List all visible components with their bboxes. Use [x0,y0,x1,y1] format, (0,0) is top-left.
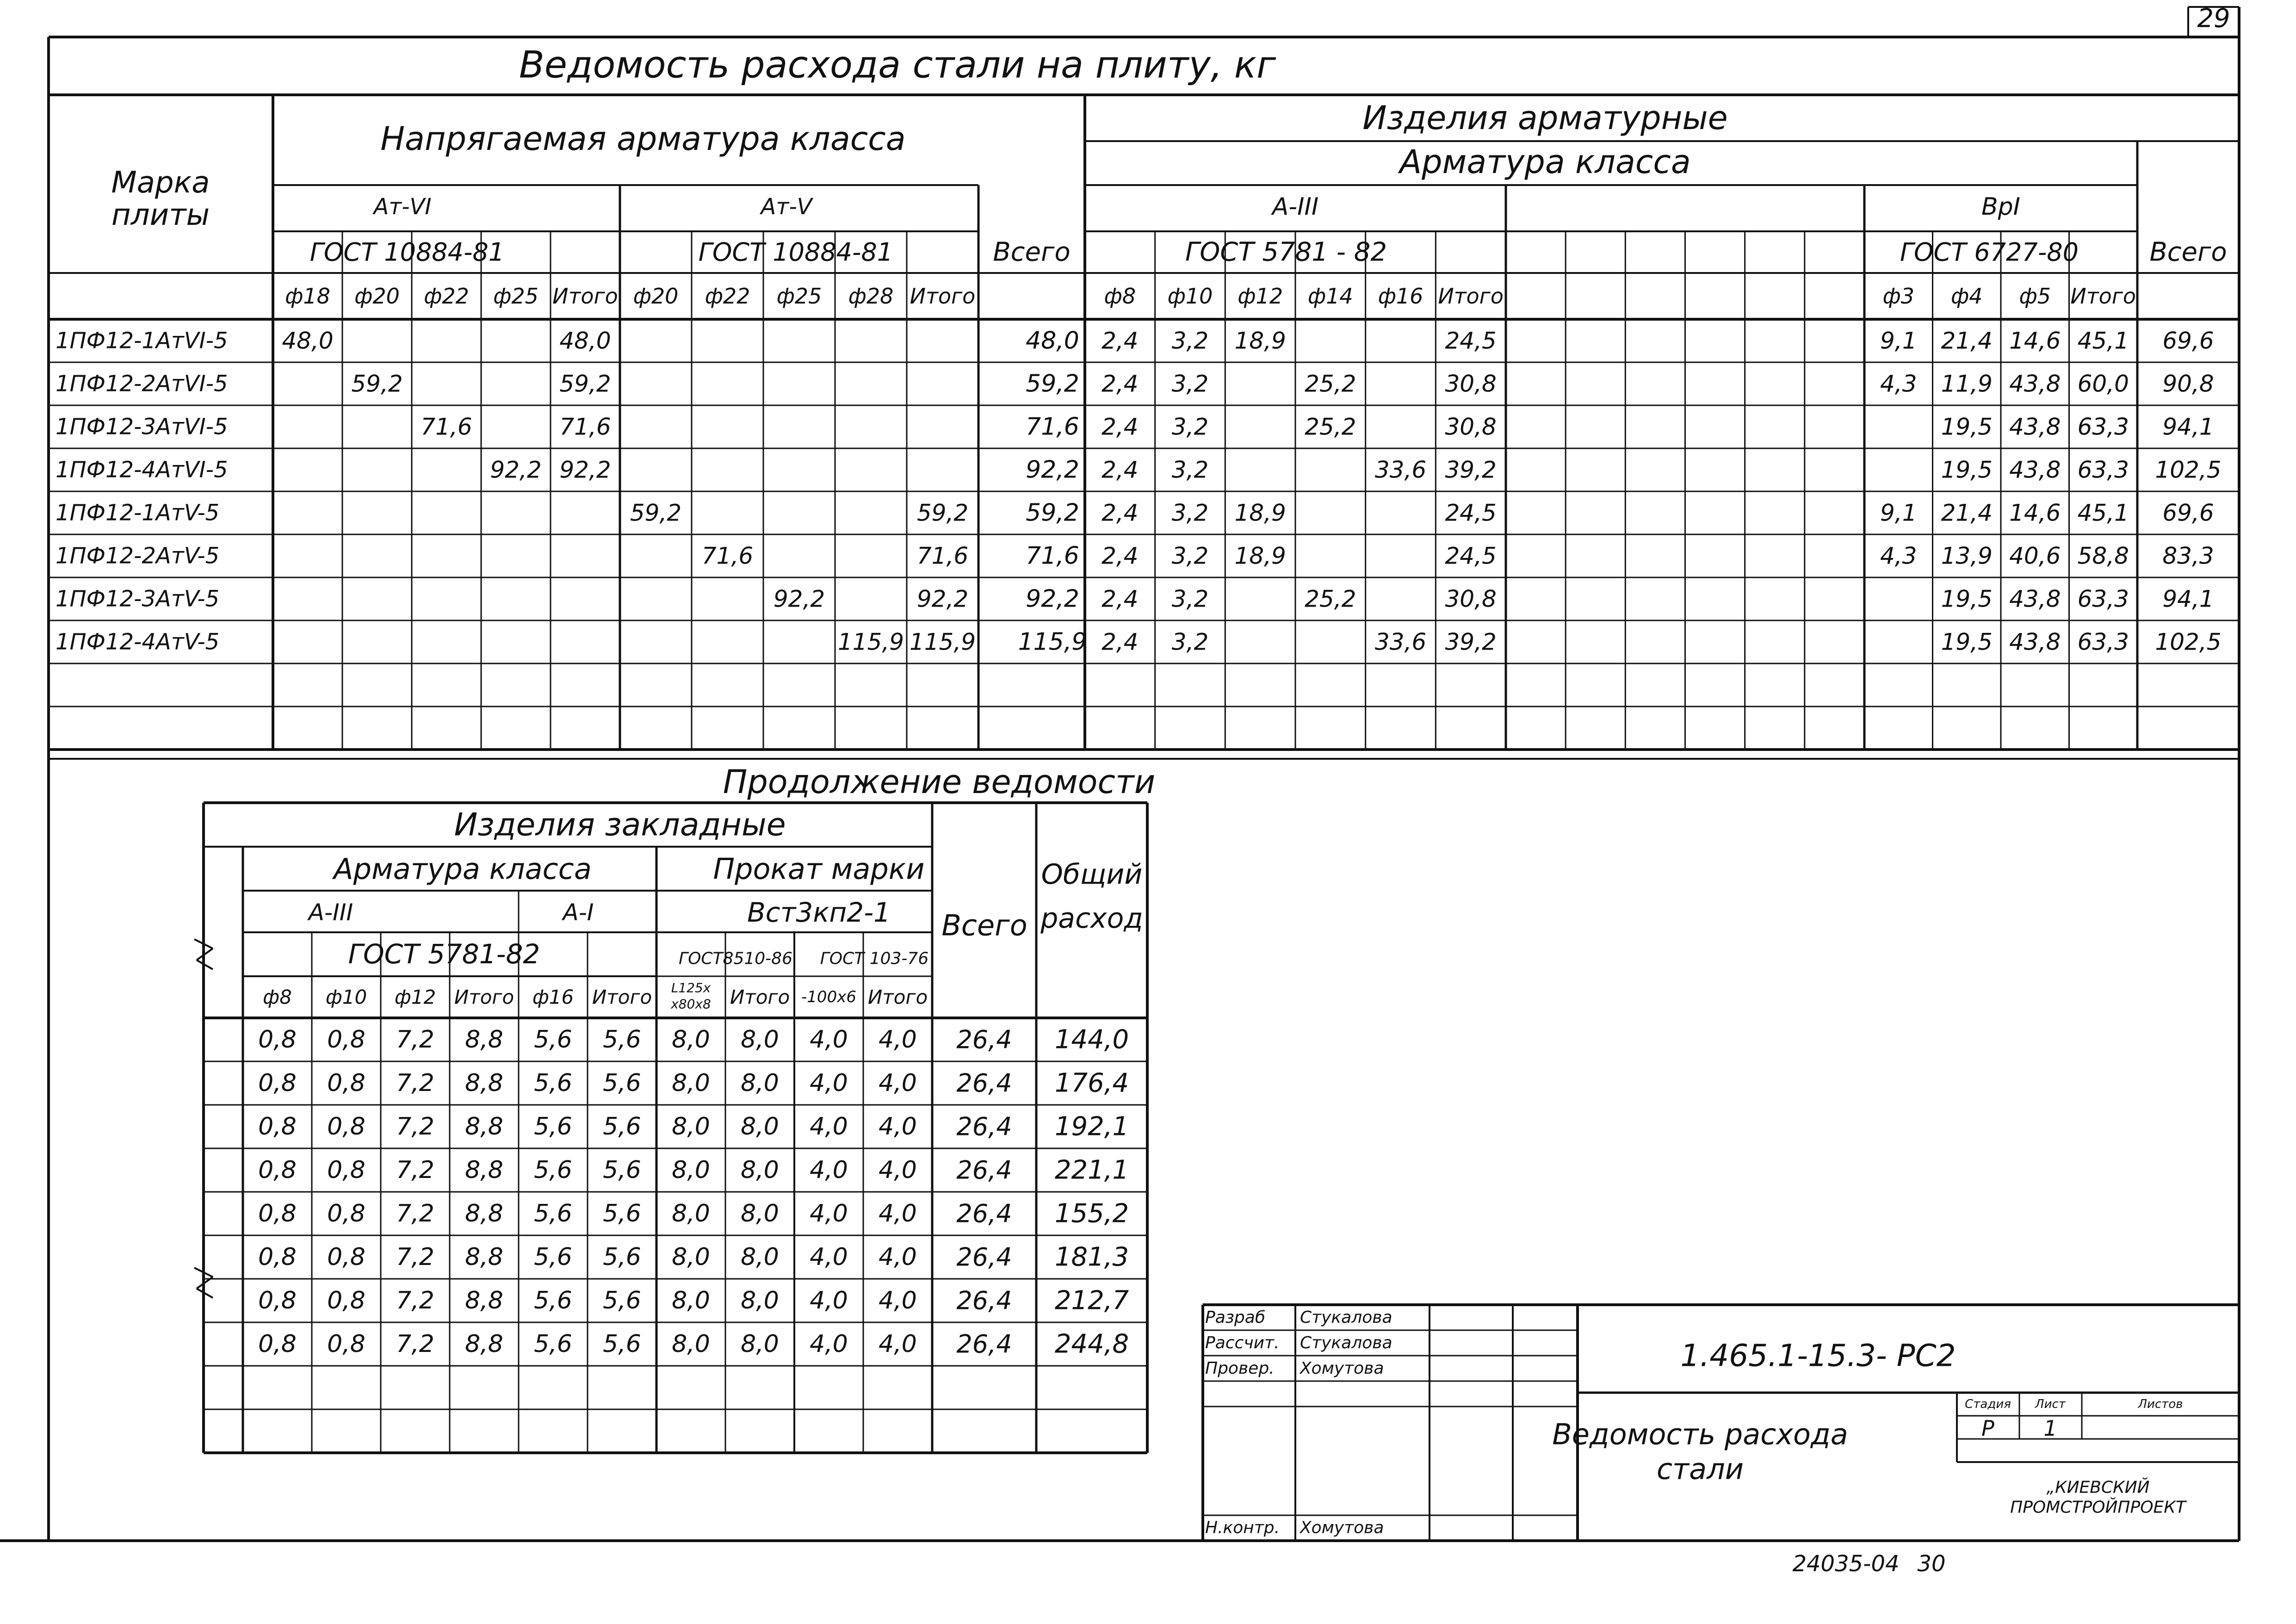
total-cell: 26,4 [956,1112,1012,1141]
role-label: Разраб [1205,1308,1266,1327]
value-cell: 0,8 [327,1330,365,1358]
value-cell: 2,4 [1102,413,1139,440]
value-cell: 63,3 [2077,585,2129,613]
value-cell: 8,0 [672,1156,710,1184]
value-cell: 5,6 [603,1026,641,1054]
value-cell: 5,6 [534,1287,572,1314]
value-cell: 9,1 [1880,327,1917,354]
value-cell: 3,2 [1171,585,1209,613]
value-cell: 0,8 [258,1113,297,1141]
total-cell: 71,6 [1026,542,1079,570]
value-cell: 7,2 [396,1156,434,1184]
diam-header: ф16 [1378,284,1423,309]
total-cell: 59,2 [1026,499,1079,527]
angle-size: L125x [671,980,711,996]
archive-sheet: 30 [1917,1551,1946,1577]
sheet-number: 29 [2197,3,2230,34]
value-cell: 71,6 [916,542,969,570]
value-cell: 5,6 [603,1156,641,1184]
value-cell: 11,9 [1941,370,1993,397]
value-cell: 5,6 [603,1069,641,1097]
value-cell: 0,8 [327,1200,365,1227]
value-cell: 2,4 [1102,499,1139,527]
value-cell: 0,8 [327,1287,365,1314]
value-cell: 43,8 [2009,413,2061,440]
col-header: Итого [730,986,790,1009]
value-cell: 5,6 [603,1330,641,1358]
value-cell: 8,8 [465,1287,503,1314]
value-cell: 19,5 [1941,628,1993,656]
value-cell: 4,0 [879,1287,917,1314]
overall-header: Общий [1041,858,1143,891]
overall-header: расход [1040,902,1143,935]
value-cell: 13,9 [1941,542,1993,570]
role-label: Провер. [1205,1359,1275,1378]
embedded-header: Изделия закладные [454,806,786,843]
total-header: Всего [941,908,1027,942]
value-cell: 18,9 [1234,327,1286,354]
value-cell: 14,6 [2009,327,2061,354]
diam-header: Итого [1438,284,1504,309]
total-cell: 69,6 [2162,327,2214,354]
diam-header: ф18 [285,284,330,309]
value-cell: 4,0 [810,1069,848,1097]
value-cell: 18,9 [1234,542,1286,570]
value-cell: 4,0 [879,1113,917,1141]
value-cell: 43,8 [2009,585,2061,613]
archive-number: 24035-04 [1792,1551,1900,1577]
gost-5781: ГОСТ 5781 - 82 [1185,237,1387,267]
angle-size: x80x8 [671,996,711,1012]
value-cell: 8,0 [741,1069,779,1097]
value-cell: 3,2 [1171,327,1209,354]
diam-header: ф12 [1238,284,1283,309]
value-cell: 8,0 [741,1200,779,1227]
doc-title: Ведомость расхода [1552,1417,1848,1451]
total-cell: 90,8 [2162,370,2214,397]
mark-header: плиты [111,198,210,232]
gost-5781: ГОСТ 5781-82 [348,938,540,970]
plate-mark: 1ПФ12-4AтVI-5 [56,457,228,483]
sheet-value: 1 [2043,1416,2057,1441]
value-cell: 92,2 [559,456,611,483]
value-cell: 4,0 [879,1156,917,1184]
gost-10884: ГОСТ 10884-81 [309,237,505,267]
value-cell: 7,2 [396,1330,434,1358]
value-cell: 8,8 [465,1200,503,1227]
value-cell: 8,0 [672,1026,710,1054]
overall-cell: 144,0 [1054,1024,1129,1055]
class-a3: A-III [308,899,353,926]
tensioned-header: Напрягаемая арматура класса [380,120,906,158]
value-cell: 39,2 [1445,456,1497,483]
value-cell: 19,5 [1941,585,1993,613]
col-header: ф12 [394,986,436,1009]
value-cell: 30,8 [1445,370,1497,397]
plate-mark: 1ПФ12-4AтV-5 [56,629,220,655]
value-cell: 48,0 [282,327,334,354]
overall-cell: 155,2 [1054,1198,1129,1229]
value-cell: 39,2 [1445,628,1497,656]
value-cell: 4,0 [810,1113,848,1141]
value-cell: 2,4 [1102,628,1139,656]
value-cell: 0,8 [258,1156,297,1184]
overall-cell: 181,3 [1054,1242,1129,1272]
role-label: Рассчит. [1205,1333,1280,1352]
value-cell: 33,6 [1374,628,1427,656]
mark-header: Марка [111,166,210,200]
overall-cell: 176,4 [1054,1068,1129,1098]
value-cell: 18,9 [1234,499,1286,527]
value-cell: 48,0 [559,327,611,354]
value-cell: 60,0 [2077,370,2129,397]
value-cell: 4,0 [810,1330,848,1358]
value-cell: 59,2 [916,499,969,527]
value-cell: 8,8 [465,1330,503,1358]
value-cell: 8,0 [672,1287,710,1314]
total-cell: 102,5 [2155,456,2222,483]
person-name: Хомутова [1300,1359,1384,1378]
total-cell: 26,4 [956,1242,1012,1272]
plate-mark: 1ПФ12-2AтV-5 [56,543,220,569]
value-cell: 19,5 [1941,413,1993,440]
continuation-title: Продолжение ведомости [723,763,1156,801]
value-cell: 7,2 [396,1243,434,1271]
armature-class-header: Арматура класса [334,852,592,886]
value-cell: 0,8 [258,1200,297,1227]
total-cell: 94,1 [2162,413,2214,440]
value-cell: 8,0 [672,1200,710,1227]
value-cell: 5,6 [534,1243,572,1271]
value-cell: 0,8 [258,1330,297,1358]
value-cell: 43,8 [2009,456,2061,483]
value-cell: 21,4 [1941,499,1993,527]
value-cell: 4,0 [879,1200,917,1227]
value-cell: 8,0 [741,1287,779,1314]
rolled-header: Прокат марки [713,852,925,886]
class-a3: A-III [1272,193,1319,221]
diam-header: ф3 [1882,284,1915,309]
value-cell: 59,2 [351,370,403,397]
value-cell: 8,0 [741,1243,779,1271]
value-cell: 0,8 [327,1156,365,1184]
value-cell: 5,6 [534,1026,572,1054]
col-header: Итого [454,986,514,1009]
value-cell: 2,4 [1102,585,1139,613]
diam-header: ф20 [633,284,679,309]
value-cell: 4,0 [879,1069,917,1097]
diam-header: ф10 [1167,284,1213,309]
value-cell: 4,3 [1880,370,1917,397]
total-header: Всего [993,237,1071,267]
value-cell: 71,6 [559,413,611,440]
value-cell: 0,8 [258,1026,297,1054]
plate-mark: 1ПФ12-3AтVI-5 [56,414,228,440]
value-cell: 24,5 [1445,499,1497,527]
value-cell: 30,8 [1445,585,1497,613]
value-cell: 8,8 [465,1026,503,1054]
value-cell: 0,8 [327,1243,365,1271]
value-cell: 59,2 [559,370,611,397]
overall-cell: 192,1 [1054,1111,1129,1142]
value-cell: 5,6 [603,1287,641,1314]
class-at6: Aт-VI [373,194,432,220]
value-cell: 3,2 [1171,542,1209,570]
value-cell: 4,0 [810,1200,848,1227]
class-vr1: ВрI [1981,193,2021,221]
value-cell: 115,9 [909,628,976,656]
value-cell: 24,5 [1445,542,1497,570]
col-header: ф10 [325,986,367,1009]
value-cell: 4,0 [810,1026,848,1054]
sheets-label: Листов [2138,1397,2183,1411]
stage-label: Стадия [1965,1397,2011,1411]
org-name: ПРОМСТРОЙПРОЕКТ [2010,1498,2186,1517]
total-cell: 26,4 [956,1329,1012,1359]
plate-mark: 1ПФ12-3AтV-5 [56,586,220,612]
value-cell: 30,8 [1445,413,1497,440]
value-cell: 71,6 [421,413,472,440]
value-cell: 0,8 [327,1113,365,1141]
value-cell: 7,2 [396,1069,434,1097]
total-cell: 92,2 [1026,585,1079,613]
value-cell: 25,2 [1305,585,1356,613]
value-cell: 14,6 [2009,499,2061,527]
total-cell: 102,5 [2155,628,2222,656]
value-cell: 58,8 [2077,542,2129,570]
value-cell: 9,1 [1880,499,1917,527]
value-cell: 8,8 [465,1156,503,1184]
value-cell: 115,9 [837,628,904,656]
diam-header: Итого [552,284,618,309]
diam-header: ф22 [705,284,750,309]
diam-header: ф14 [1307,284,1353,309]
value-cell: 43,8 [2009,628,2061,656]
person-name: Стукалова [1300,1333,1392,1352]
col-header: Итого [867,986,928,1009]
total-cell: 26,4 [956,1286,1012,1315]
value-cell: 63,3 [2077,628,2129,656]
value-cell: 4,0 [810,1287,848,1314]
diam-header: ф22 [424,284,469,309]
value-cell: 4,0 [879,1330,917,1358]
total-cell: 26,4 [956,1199,1012,1228]
value-cell: 4,0 [879,1243,917,1271]
value-cell: 25,2 [1305,413,1356,440]
value-cell: 7,2 [396,1287,434,1314]
total-cell: 83,3 [2162,542,2214,570]
value-cell: 5,6 [534,1156,572,1184]
steel-grade: Вст3кп2-1 [747,897,891,928]
value-cell: 59,2 [630,499,682,527]
overall-cell: 221,1 [1054,1155,1129,1185]
value-cell: 19,5 [1941,456,1993,483]
col-header: ф8 [263,986,292,1009]
value-cell: 8,0 [741,1113,779,1141]
value-cell: 8,0 [741,1026,779,1054]
value-cell: 0,8 [258,1243,297,1271]
value-cell: 0,8 [327,1069,365,1097]
value-cell: 45,1 [2077,327,2129,354]
plate-mark: 1ПФ12-1AтV-5 [56,500,220,526]
strip-size: -100x6 [801,988,856,1006]
diam-header: ф28 [848,284,894,309]
value-cell: 4,3 [1880,542,1917,570]
value-cell: 4,0 [879,1026,917,1054]
value-cell: 5,6 [603,1243,641,1271]
role-label: Н.контр. [1205,1518,1280,1537]
value-cell: 3,2 [1171,370,1209,397]
value-cell: 40,6 [2009,542,2061,570]
value-cell: 43,8 [2009,370,2061,397]
doc-code: 1.465.1-15.3- РС2 [1680,1338,1956,1374]
value-cell: 8,0 [741,1156,779,1184]
armature-class-header: Арматура класса [1399,143,1691,181]
value-cell: 0,8 [258,1287,297,1314]
value-cell: 4,0 [810,1243,848,1271]
value-cell: 4,0 [810,1156,848,1184]
total-cell: 94,1 [2162,585,2214,613]
diam-header: Итого [910,284,976,309]
total-cell: 26,4 [956,1155,1012,1185]
value-cell: 5,6 [534,1113,572,1141]
total-cell: 26,4 [956,1025,1012,1054]
main-title: Ведомость расхода стали на плиту, кг [519,43,1276,87]
value-cell: 0,8 [258,1069,297,1097]
total-cell: 59,2 [1026,370,1079,398]
value-cell: 8,0 [672,1069,710,1097]
value-cell: 8,0 [672,1113,710,1141]
value-cell: 7,2 [396,1200,434,1227]
value-cell: 92,2 [773,585,825,613]
diam-header: ф25 [493,284,538,309]
gost-10884: ГОСТ 10884-81 [698,237,893,267]
value-cell: 92,2 [916,585,969,613]
value-cell: 5,6 [534,1200,572,1227]
value-cell: 3,2 [1171,456,1209,483]
diam-header: ф20 [354,284,400,309]
value-cell: 7,2 [396,1026,434,1054]
value-cell: 63,3 [2077,413,2129,440]
value-cell: 3,2 [1171,413,1209,440]
value-cell: 2,4 [1102,327,1139,354]
value-cell: 25,2 [1305,370,1356,397]
value-cell: 7,2 [396,1113,434,1141]
value-cell: 92,2 [490,456,542,483]
value-cell: 3,2 [1171,499,1209,527]
person-name: Хомутова [1300,1518,1384,1537]
total-header-2: Всего [2149,237,2227,267]
products-header: Изделия арматурные [1362,99,1728,137]
value-cell: 0,8 [327,1026,365,1054]
value-cell: 24,5 [1445,327,1497,354]
col-header: Итого [592,986,652,1009]
value-cell: 3,2 [1171,628,1209,656]
diam-header: ф4 [1950,284,1983,309]
plate-mark: 1ПФ12-2AтVI-5 [56,371,228,397]
value-cell: 21,4 [1941,327,1993,354]
value-cell: 2,4 [1102,456,1139,483]
sheet-label: Лист [2035,1397,2066,1411]
value-cell: 8,8 [465,1243,503,1271]
org-name: „КИЕВСКИЙ [2046,1478,2150,1497]
overall-cell: 244,8 [1054,1329,1129,1359]
person-name: Стукалова [1300,1308,1392,1327]
value-cell: 5,6 [603,1113,641,1141]
value-cell: 63,3 [2077,456,2129,483]
value-cell: 2,4 [1102,542,1139,570]
gost-6727: ГОСТ 6727-80 [1900,237,2079,267]
value-cell: 8,0 [672,1330,710,1358]
diam-header: ф5 [2019,284,2051,309]
value-cell: 8,0 [672,1243,710,1271]
total-cell: 115,9 [1018,628,1087,656]
diam-header: ф8 [1104,284,1136,309]
diam-header: Итого [2070,284,2136,309]
overall-cell: 212,7 [1054,1285,1129,1316]
sheet-text [56,4,2230,1577]
gost-8510: ГОСТ8510-86 [679,949,792,968]
value-cell: 8,8 [465,1113,503,1141]
value-cell: 33,6 [1374,456,1427,483]
value-cell: 8,8 [465,1069,503,1097]
gost-103: ГОСТ 103-76 [820,949,929,968]
plate-mark: 1ПФ12-1AтVI-5 [56,328,228,354]
total-cell: 48,0 [1026,327,1079,355]
total-cell: 69,6 [2162,499,2214,527]
class-at5: Aт-V [761,194,812,220]
total-cell: 26,4 [956,1068,1012,1098]
value-cell: 5,6 [534,1330,572,1358]
diam-header: ф25 [776,284,822,309]
value-cell: 8,0 [741,1330,779,1358]
doc-title: стали [1656,1452,1744,1486]
value-cell: 71,6 [701,542,754,570]
col-header: ф16 [532,986,574,1009]
stage-value: Р [1981,1416,1994,1441]
total-cell: 71,6 [1026,413,1079,441]
value-cell: 5,6 [603,1200,641,1227]
value-cell: 2,4 [1102,370,1139,397]
class-a1: A-I [563,899,594,926]
total-cell: 92,2 [1026,456,1079,484]
value-cell: 45,1 [2077,499,2129,527]
value-cell: 5,6 [534,1069,572,1097]
